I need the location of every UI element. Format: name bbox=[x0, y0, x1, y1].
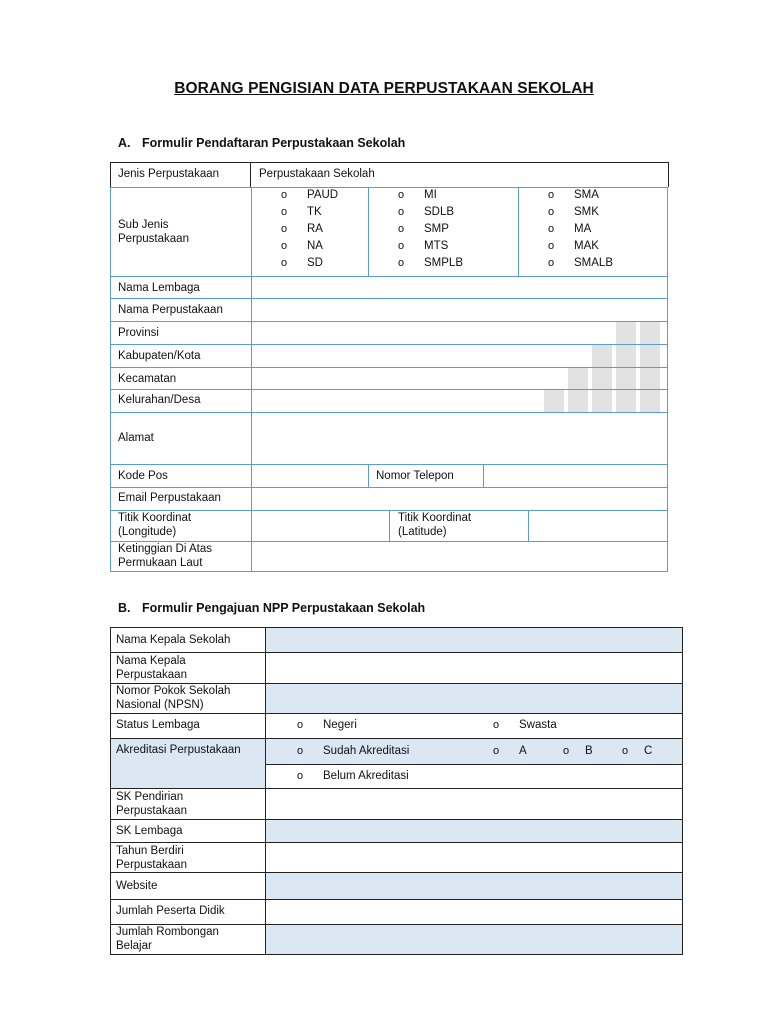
website-label: Website bbox=[116, 880, 158, 892]
akreditasi-label: Akreditasi Perpustakaan bbox=[116, 744, 241, 756]
kabupaten-label: Kabupaten/Kota bbox=[118, 350, 201, 362]
jenis-perpustakaan-value: Perpustakaan Sekolah bbox=[259, 168, 375, 180]
nama-kepala-sekolah-input[interactable] bbox=[266, 628, 682, 652]
alamat-input[interactable] bbox=[252, 413, 667, 464]
npp-form-table bbox=[110, 627, 683, 955]
npsn-label bbox=[116, 684, 230, 712]
jenis-perpustakaan-label: Jenis Perpustakaan bbox=[118, 168, 220, 180]
grade-b-label: B bbox=[585, 745, 593, 757]
sub-jenis-option-label: MA bbox=[574, 223, 592, 235]
radio-bullet-icon: o bbox=[398, 223, 405, 235]
kode-pos-label: Kode Pos bbox=[118, 470, 168, 482]
jumlah-rombel-line2: Belajar bbox=[116, 940, 152, 952]
jumlah-peserta-label: Jumlah Peserta Didik bbox=[116, 905, 225, 917]
tahun-berdiri-line2: Perpustakaan bbox=[116, 859, 187, 871]
nama-kepala-perpus-line2: Perpustakaan bbox=[116, 669, 187, 681]
nama-perpustakaan-input[interactable] bbox=[252, 299, 667, 321]
sub-jenis-option-label: SMPLB bbox=[424, 257, 463, 269]
kode-pos-input[interactable] bbox=[252, 465, 368, 487]
jumlah-rombel-input[interactable] bbox=[266, 925, 682, 954]
grade-a-label: A bbox=[519, 745, 527, 757]
latitude-label-line1: Titik Koordinat bbox=[398, 512, 472, 524]
radio-bullet-icon: o bbox=[281, 240, 288, 252]
nama-kepala-perpus-input[interactable] bbox=[266, 653, 682, 683]
sk-lembaga-label: SK Lembaga bbox=[116, 825, 183, 837]
jumlah-peserta-input[interactable] bbox=[266, 900, 682, 924]
radio-bullet-icon: o bbox=[493, 719, 500, 731]
section-b-heading bbox=[118, 601, 425, 615]
sub-jenis-option-label: MI bbox=[424, 189, 437, 201]
sub-jenis-option-label: NA bbox=[307, 240, 323, 252]
nama-lembaga-input[interactable] bbox=[252, 277, 667, 298]
section-a-heading bbox=[118, 136, 405, 150]
radio-bullet-icon: o bbox=[548, 257, 555, 269]
kecamatan-label: Kecamatan bbox=[118, 373, 177, 385]
radio-bullet-icon: o bbox=[281, 257, 288, 269]
email-label: Email Perpustakaan bbox=[118, 492, 221, 504]
longitude-input[interactable] bbox=[252, 511, 389, 541]
decorative-bar-3 bbox=[592, 345, 612, 412]
tahun-berdiri-label bbox=[116, 844, 187, 872]
nomor-telepon-label: Nomor Telepon bbox=[376, 470, 454, 482]
section-a-letter: A. bbox=[118, 136, 131, 150]
radio-bullet-icon: o bbox=[297, 745, 304, 757]
sub-jenis-option-label: SD bbox=[307, 257, 323, 269]
sk-pendirian-line1: SK Pendirian bbox=[116, 791, 184, 803]
radio-bullet-icon: o bbox=[493, 745, 500, 757]
radio-bullet-icon: o bbox=[398, 189, 405, 201]
radio-bullet-icon: o bbox=[281, 206, 288, 218]
email-input[interactable] bbox=[252, 488, 667, 510]
radio-bullet-icon: o bbox=[548, 189, 555, 201]
registration-form-table bbox=[110, 162, 669, 572]
sub-jenis-option-label: RA bbox=[307, 223, 323, 235]
website-input[interactable] bbox=[266, 873, 682, 899]
kelurahan-input[interactable] bbox=[252, 390, 542, 412]
sub-jenis-label-line1: Sub Jenis bbox=[118, 219, 169, 231]
longitude-label-line1: Titik Koordinat bbox=[118, 512, 192, 524]
nama-perpustakaan-label: Nama Perpustakaan bbox=[118, 304, 223, 316]
sub-jenis-option-label: SMP bbox=[424, 223, 449, 235]
longitude-label-line2: (Longitude) bbox=[118, 526, 177, 538]
radio-bullet-icon: o bbox=[297, 719, 304, 731]
npsn-label-line2: Nasional (NPSN) bbox=[116, 699, 204, 711]
nama-lembaga-label: Nama Lembaga bbox=[118, 282, 200, 294]
section-b-title: Formulir Pengajuan NPP Perpustakaan Sekolah bbox=[142, 601, 426, 615]
decorative-bar-2 bbox=[568, 368, 588, 412]
npsn-input[interactable] bbox=[266, 684, 682, 713]
sub-jenis-option-label: SDLB bbox=[424, 206, 455, 218]
longitude-label bbox=[118, 511, 191, 539]
radio-bullet-icon: o bbox=[297, 770, 304, 782]
section-a-title: Formulir Pendaftaran Perpustakaan Sekolah bbox=[142, 136, 406, 150]
ketinggian-label bbox=[118, 542, 212, 570]
sub-jenis-label bbox=[118, 218, 189, 246]
tahun-berdiri-line1: Tahun Berdiri bbox=[116, 845, 184, 857]
radio-bullet-icon: o bbox=[548, 240, 555, 252]
nama-kepala-sekolah-label: Nama Kepala Sekolah bbox=[116, 634, 231, 646]
sub-jenis-option-label: SMA bbox=[574, 189, 599, 201]
sub-jenis-label-line2: Perpustakaan bbox=[118, 233, 189, 245]
sk-pendirian-label bbox=[116, 790, 187, 818]
radio-bullet-icon: o bbox=[563, 745, 570, 757]
status-swasta-label: Swasta bbox=[519, 719, 557, 731]
radio-bullet-icon: o bbox=[548, 206, 555, 218]
sub-jenis-option-label: TK bbox=[307, 206, 322, 218]
ketinggian-input[interactable] bbox=[252, 542, 667, 571]
radio-bullet-icon: o bbox=[398, 257, 405, 269]
sk-pendirian-input[interactable] bbox=[266, 789, 682, 819]
decorative-bar-1 bbox=[544, 390, 564, 412]
sk-pendirian-line2: Perpustakaan bbox=[116, 805, 187, 817]
radio-bullet-icon: o bbox=[281, 223, 288, 235]
kecamatan-input[interactable] bbox=[252, 368, 542, 389]
provinsi-input[interactable] bbox=[252, 322, 542, 344]
nomor-telepon-input[interactable] bbox=[484, 465, 667, 487]
radio-bullet-icon: o bbox=[398, 206, 405, 218]
belum-akreditasi-label: Belum Akreditasi bbox=[323, 770, 409, 782]
radio-bullet-icon: o bbox=[398, 240, 405, 252]
sudah-akreditasi-label: Sudah Akreditasi bbox=[323, 745, 410, 757]
latitude-input[interactable] bbox=[529, 511, 667, 541]
status-negeri-label: Negeri bbox=[323, 719, 357, 731]
kabupaten-input[interactable] bbox=[252, 345, 542, 367]
status-lembaga-label: Status Lembaga bbox=[116, 719, 200, 731]
grade-c-label: C bbox=[644, 745, 653, 757]
sub-jenis-option-label: SMK bbox=[574, 206, 599, 218]
latitude-label-line2: (Latitude) bbox=[398, 526, 447, 538]
nama-kepala-perpus-line1: Nama Kepala bbox=[116, 655, 186, 667]
tahun-berdiri-input[interactable] bbox=[266, 843, 682, 872]
jumlah-rombel-line1: Jumlah Rombongan bbox=[116, 926, 219, 938]
page-title: BORANG PENGISIAN DATA PERPUSTAKAAN SEKOLAH bbox=[174, 80, 594, 97]
sk-lembaga-input[interactable] bbox=[266, 820, 682, 842]
sub-jenis-option-label: PAUD bbox=[307, 189, 339, 201]
npsn-label-line1: Nomor Pokok Sekolah bbox=[116, 685, 231, 697]
ketinggian-label-line1: Ketinggian Di Atas bbox=[118, 543, 212, 555]
jumlah-rombel-label bbox=[116, 925, 219, 953]
radio-bullet-icon: o bbox=[548, 223, 555, 235]
section-b-letter: B. bbox=[118, 601, 131, 615]
radio-bullet-icon: o bbox=[281, 189, 288, 201]
sub-jenis-option-label: MAK bbox=[574, 240, 599, 252]
alamat-label: Alamat bbox=[118, 432, 154, 444]
latitude-label bbox=[398, 511, 471, 539]
sub-jenis-option-label: MTS bbox=[424, 240, 449, 252]
kelurahan-label: Kelurahan/Desa bbox=[118, 394, 201, 406]
provinsi-label: Provinsi bbox=[118, 327, 159, 339]
ketinggian-label-line2: Permukaan Laut bbox=[118, 557, 203, 569]
radio-bullet-icon: o bbox=[622, 745, 629, 757]
sub-jenis-option-label: SMALB bbox=[574, 257, 613, 269]
nama-kepala-perpus-label bbox=[116, 654, 187, 682]
